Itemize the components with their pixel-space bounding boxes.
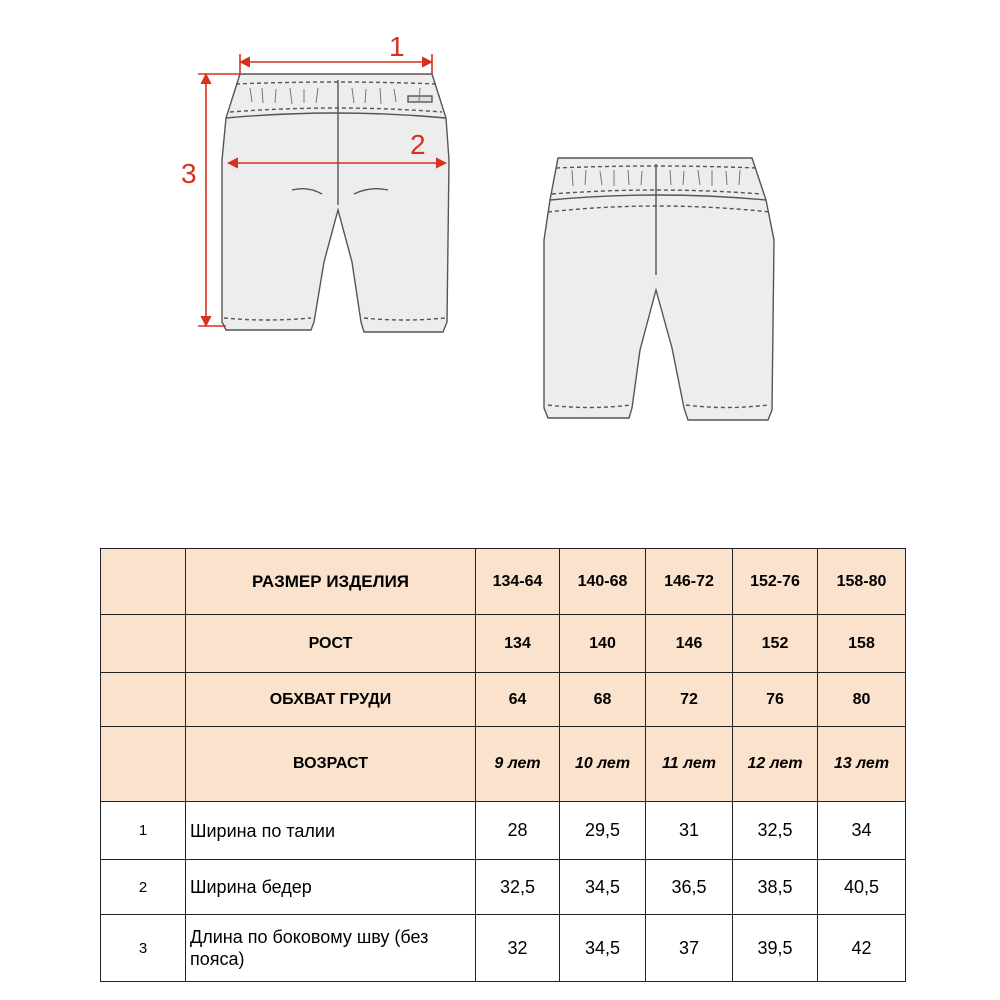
measure-value: 36,5 [646,860,733,915]
empty-cell [101,727,186,802]
empty-cell [101,673,186,727]
size-cell: 134-64 [476,549,560,615]
size-cell: 146-72 [646,549,733,615]
shorts-front-view [222,74,449,332]
age-cell: 10 лет [560,727,646,802]
size-cell: 158-80 [818,549,906,615]
height-row [101,615,906,673]
chest-cell: 68 [560,673,646,727]
height-cell: 140 [560,615,646,673]
measure-number: 1 [101,802,186,860]
row-label: РОСТ [186,615,476,673]
chest-cell: 72 [646,673,733,727]
measure-value: 32 [476,915,560,982]
measure-label-1: 1 [389,31,405,62]
measure-name: Ширина по талии [186,802,476,860]
age-cell: 13 лет [818,727,906,802]
measure-value: 28 [476,802,560,860]
measure-number: 3 [101,915,186,982]
measure-value: 40,5 [818,860,906,915]
measure-label-2: 2 [410,129,426,160]
chest-cell: 64 [476,673,560,727]
age-cell: 9 лет [476,727,560,802]
row-label: ОБХВАТ ГРУДИ [186,673,476,727]
measure-value: 39,5 [733,915,818,982]
measure-value: 34,5 [560,860,646,915]
measure-number: 2 [101,860,186,915]
age-row [101,727,906,802]
size-cell: 140-68 [560,549,646,615]
height-cell: 134 [476,615,560,673]
size-chart-table [100,548,906,982]
height-cell: 152 [733,615,818,673]
height-cell: 146 [646,615,733,673]
size-row [101,549,906,615]
chest-cell: 80 [818,673,906,727]
measure-value: 32,5 [476,860,560,915]
age-cell: 12 лет [733,727,818,802]
measure-value: 37 [646,915,733,982]
chest-row [101,673,906,727]
shorts-back-view [544,158,774,420]
measure-value: 42 [818,915,906,982]
empty-cell [101,615,186,673]
height-cell: 158 [818,615,906,673]
measure-name: Ширина бедер [186,860,476,915]
measure-label-3: 3 [181,158,197,189]
age-cell: 11 лет [646,727,733,802]
empty-cell [101,549,186,615]
measure-row-side-length [101,915,906,982]
measure-value: 31 [646,802,733,860]
measure-value: 38,5 [733,860,818,915]
row-label: ВОЗРАСТ [186,727,476,802]
measure-value: 34 [818,802,906,860]
measure-name: Длина по боковому шву (без пояса) [186,915,476,982]
chest-cell: 76 [733,673,818,727]
size-cell: 152-76 [733,549,818,615]
measure-value: 32,5 [733,802,818,860]
measure-row-hips [101,860,906,915]
measure-value: 29,5 [560,802,646,860]
row-label: РАЗМЕР ИЗДЕЛИЯ [186,549,476,615]
measure-value: 34,5 [560,915,646,982]
measure-row-waist [101,802,906,860]
